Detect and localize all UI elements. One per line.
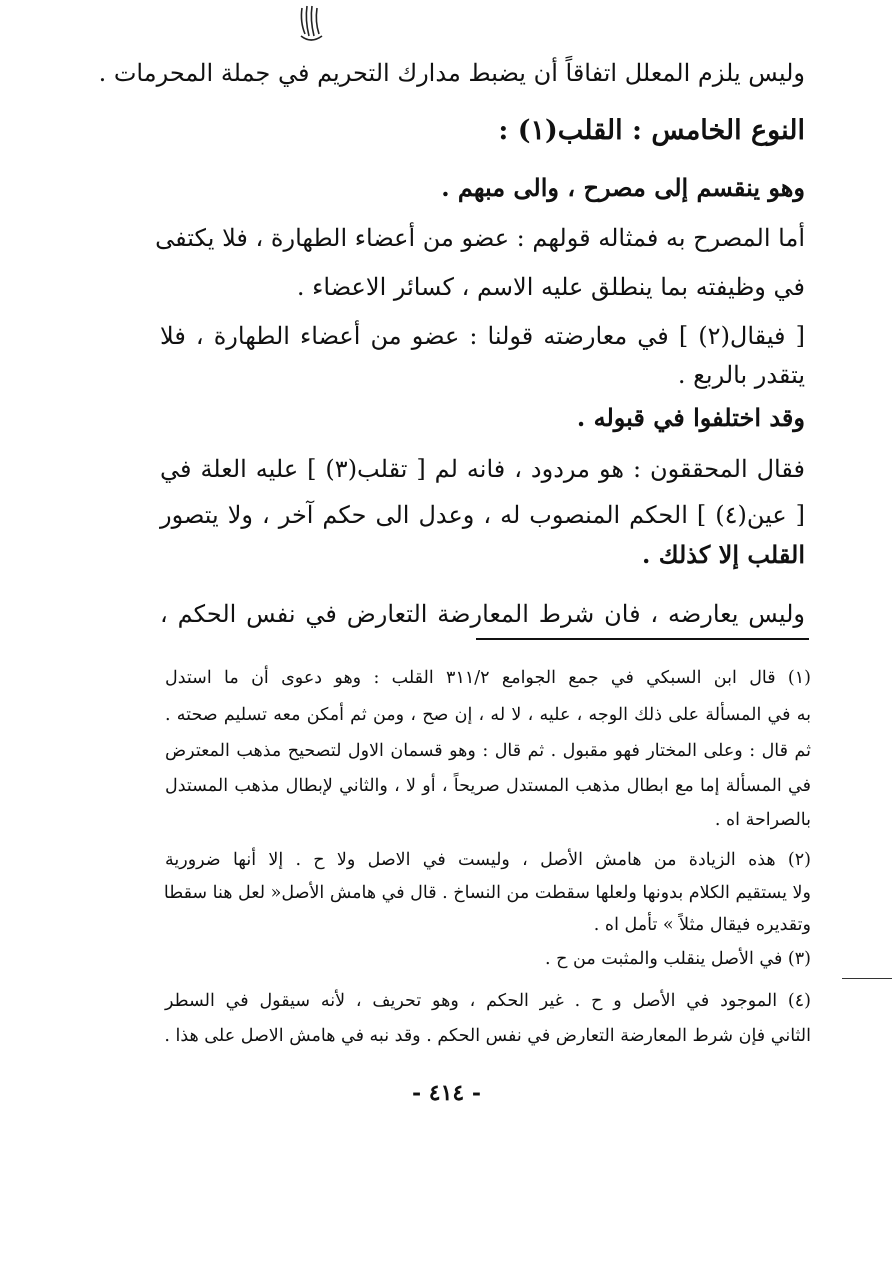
footnote-separator (476, 638, 809, 640)
footnote-4-line-1: (٤) الموجود في الأصل و ح . غير الحكم ، وهو تحريف ، لأنه سيقول في السطر (165, 991, 811, 1011)
body-line-7: يتقدر بالربع . (677, 361, 805, 389)
ornament-mark (296, 2, 326, 46)
footnote-1-line-4: في المسألة إما مع ابطال مذهب المستدل صريحاً ، أو لا ، والثاني لإبطال مذهب المستدل (165, 776, 811, 796)
footnote-2-line-2: ولا يستقيم الكلام بدونها ولعلها سقطت من النساخ . قال في هامش الأصل« لعل هنا سقطا (163, 883, 811, 903)
body-line-10: [ عين(٤) ] الحكم المنصوب له ، وعدل الى حكم آخر ، ولا يتصور (160, 501, 805, 529)
section-heading: النوع الخامس : القلب(١) : (498, 115, 805, 146)
footnote-1-line-2: به في المسألة على ذلك الوجه ، عليه ، لا له ، إن صح ، ومن ثم أمكن معه تسليم صحته . (165, 705, 811, 725)
footnote-2-line-1: (٢) هذه الزيادة من هامش الأصل ، وليست في الاصل ولا ح . إلا أنها ضرورية (165, 850, 811, 870)
body-line-12: وليس يعارضه ، فان شرط المعارضة التعارض في نفس الحكم ، (160, 600, 805, 628)
footnote-2-line-3: وتقديره فيقال مثلاً » تأمل اه . (593, 915, 811, 935)
body-line-4: أما المصرح به فمثاله قولهم : عضو من أعضاء الطهارة ، فلا يكتفى (155, 224, 805, 252)
body-line-9: فقال المحققون : هو مردود ، فانه لم [ تقلب(٣) ] عليه العلة في (160, 455, 805, 483)
body-line-1: وليس يلزم المعلل اتفاقاً أن يضبط مدارك التحريم في جملة المحرمات . (98, 59, 805, 87)
page-number: - ٤١٤ - (411, 1080, 482, 1106)
footnote-1-line-5: بالصراحة اه . (714, 810, 811, 830)
footnote-4-line-2: الثاني فإن شرط المعارضة التعارض في نفس الحكم . وقد نبه في هامش الاصل على هذا . (164, 1026, 811, 1046)
footnote-1-line-1: (١) قال ابن السبكي في جمع الجوامع ٣١١/٢ القلب : وهو دعوى أن ما استدل (165, 668, 811, 688)
footnote-3: (٣) في الأصل ينقلب والمثبت من ح . (545, 949, 811, 969)
footnote-1-line-3: ثم قال : وعلى المختار فهو مقبول . ثم قال : وهو قسمان الاول لتصحيح مذهب المعترض (165, 741, 811, 761)
body-line-5: في وظيفته بما ينطلق عليه الاسم ، كسائر الاعضاء . (296, 273, 805, 301)
body-line-11: القلب إلا كذلك . (642, 540, 805, 569)
body-line-8: وقد اختلفوا في قبوله . (576, 403, 805, 432)
body-line-6: [ فيقال(٢) ] في معارضته قولنا : عضو من أعضاء الطهارة ، فلا (160, 322, 805, 350)
body-line-3: وهو ينقسم إلى مصرح ، والى مبهم . (441, 173, 805, 202)
margin-stroke (842, 978, 892, 979)
